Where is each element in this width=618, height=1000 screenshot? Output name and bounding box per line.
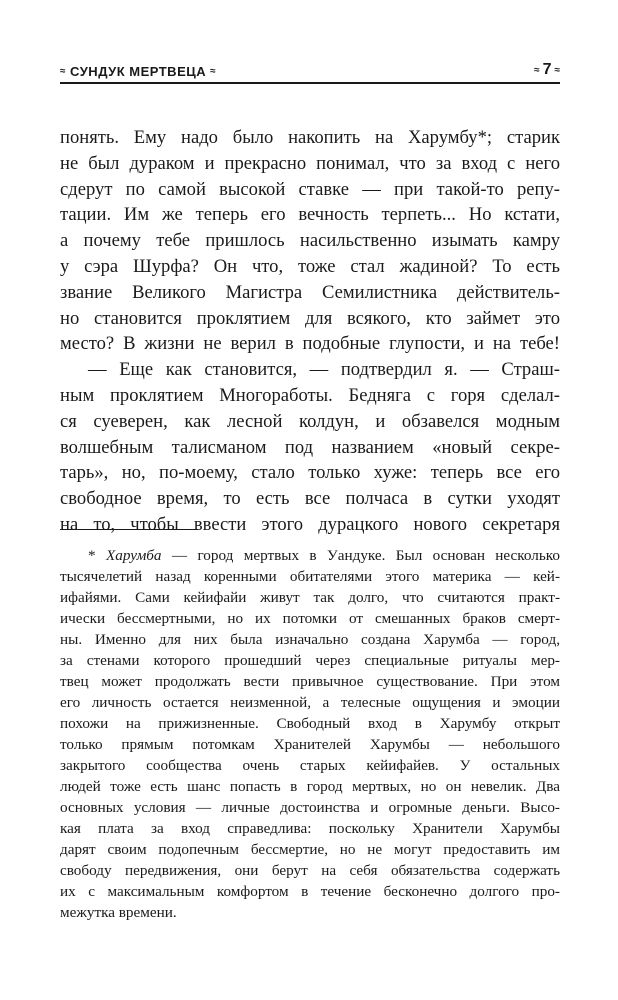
text-line: не был дураком и прекрасно понимал, что за вход с него bbox=[60, 152, 560, 174]
footnote-line: закрытого сообщества очень старых кейифайев. У остальных bbox=[60, 757, 560, 774]
text-line: — Еще как становится, — подтвердил я. — Страш- bbox=[88, 359, 560, 381]
footnote-line: свободу передвижения, они берут на себя обязательства содержать bbox=[60, 862, 560, 879]
folio-ornament-right-icon: ≈ bbox=[554, 64, 560, 76]
footnote-line: похожи на прижизненные. Свободный вход в Харумбу открыт bbox=[60, 715, 560, 732]
folio-ornament-left-icon: ≈ bbox=[534, 64, 540, 76]
footnote-line: людей тоже есть шанс попасть в город мертвых, но он невелик. Два bbox=[60, 778, 560, 795]
text-line: на то, чтобы ввести этого дурацкого нового секретаря bbox=[60, 513, 560, 535]
footnote-line: ны. Именно для них была изначально создана Харумба — город, bbox=[60, 631, 560, 648]
text-line: а почему тебе пришлось насильственно изымать камру bbox=[60, 230, 560, 252]
footnote-line: только прямым потомкам Хранителей Харумбы — небольшого bbox=[60, 736, 560, 753]
footnote-line: твец может продолжать вести привычное существование. При этом bbox=[60, 673, 560, 690]
footnote-line: его личность остается неизменной, а телесные ощущения и эмоции bbox=[60, 694, 560, 711]
footnote-marker: * bbox=[88, 547, 96, 564]
text-line: ся суеверен, как лесной колдун, и обзавелся модным bbox=[60, 410, 560, 432]
footnote-line: ически бессмертными, но их потомки от смешанных браков смерт- bbox=[60, 610, 560, 627]
running-title bbox=[60, 64, 216, 79]
footnote-first-line bbox=[60, 545, 560, 566]
text-line: сдерут по самой высокой ставке — при такой-то репу- bbox=[60, 178, 560, 200]
text-line: ным проклятием Многоработы. Бедняга с горя сделал- bbox=[60, 384, 560, 406]
page-number bbox=[534, 61, 560, 79]
main-text bbox=[60, 125, 560, 538]
text-line: звание Великого Магистра Семилистника действитель- bbox=[60, 281, 560, 303]
running-header bbox=[60, 61, 560, 84]
text-line: у сэра Шурфа? Он что, тоже стал жадиной? То есть bbox=[60, 255, 560, 277]
book-title: СУНДУК МЕРТВЕЦА bbox=[70, 64, 207, 79]
page-number-value: 7 bbox=[542, 61, 552, 78]
footnote-line: межутка времени. bbox=[60, 904, 177, 921]
header-rule bbox=[60, 82, 560, 84]
text-line: тации. Им же теперь его вечность терпеть... Но кстати, bbox=[60, 204, 560, 226]
text-line: тарь», но, по-моему, стало только хуже: теперь все его bbox=[60, 462, 560, 484]
text-line: волшебным талисманом под названием «новый секре- bbox=[60, 436, 560, 458]
footnote-line: тысячелетий назад коренными обитателями этого материка — кей- bbox=[60, 568, 560, 585]
text-line: но становится проклятием для всякого, кто займет это bbox=[60, 307, 560, 329]
text-line: свободное время, то есть все полчаса в сутки уходят bbox=[60, 488, 560, 510]
ornament-right-icon: ≈ bbox=[210, 66, 217, 77]
footnote-first-line-text: — город мертвых в Уандуке. Был основан несколько bbox=[161, 547, 560, 564]
footnote-line: основных условия — личные достоинства и огромные деньги. Высо- bbox=[60, 799, 560, 816]
ornament-left-icon: ≈ bbox=[60, 66, 66, 77]
footnote-term: Харумба bbox=[105, 547, 162, 564]
footnote-line: кая плата за вход справедлива: поскольку Хранители Харумбы bbox=[60, 820, 560, 837]
footnote-line: дарят своим подопечным бессмертие, но не могут предоставить им bbox=[60, 841, 560, 858]
footnote-line: их с максимальным комфортом в течение бесконечно долгого про- bbox=[60, 883, 560, 900]
footnote-line: ифайями. Сами кейифайи живут так долго, что считаются практ- bbox=[60, 589, 560, 606]
text-line: место? В жизни не верил в подобные глупости, и на тебе! bbox=[60, 333, 560, 355]
text-line: понять. Ему надо было накопить на Харумбу*; старик bbox=[60, 127, 560, 148]
footnote-line: за стенами которого прошедший через специальные ритуалы мер- bbox=[60, 652, 560, 669]
footnote-rule bbox=[60, 529, 198, 530]
footnote bbox=[60, 545, 560, 923]
